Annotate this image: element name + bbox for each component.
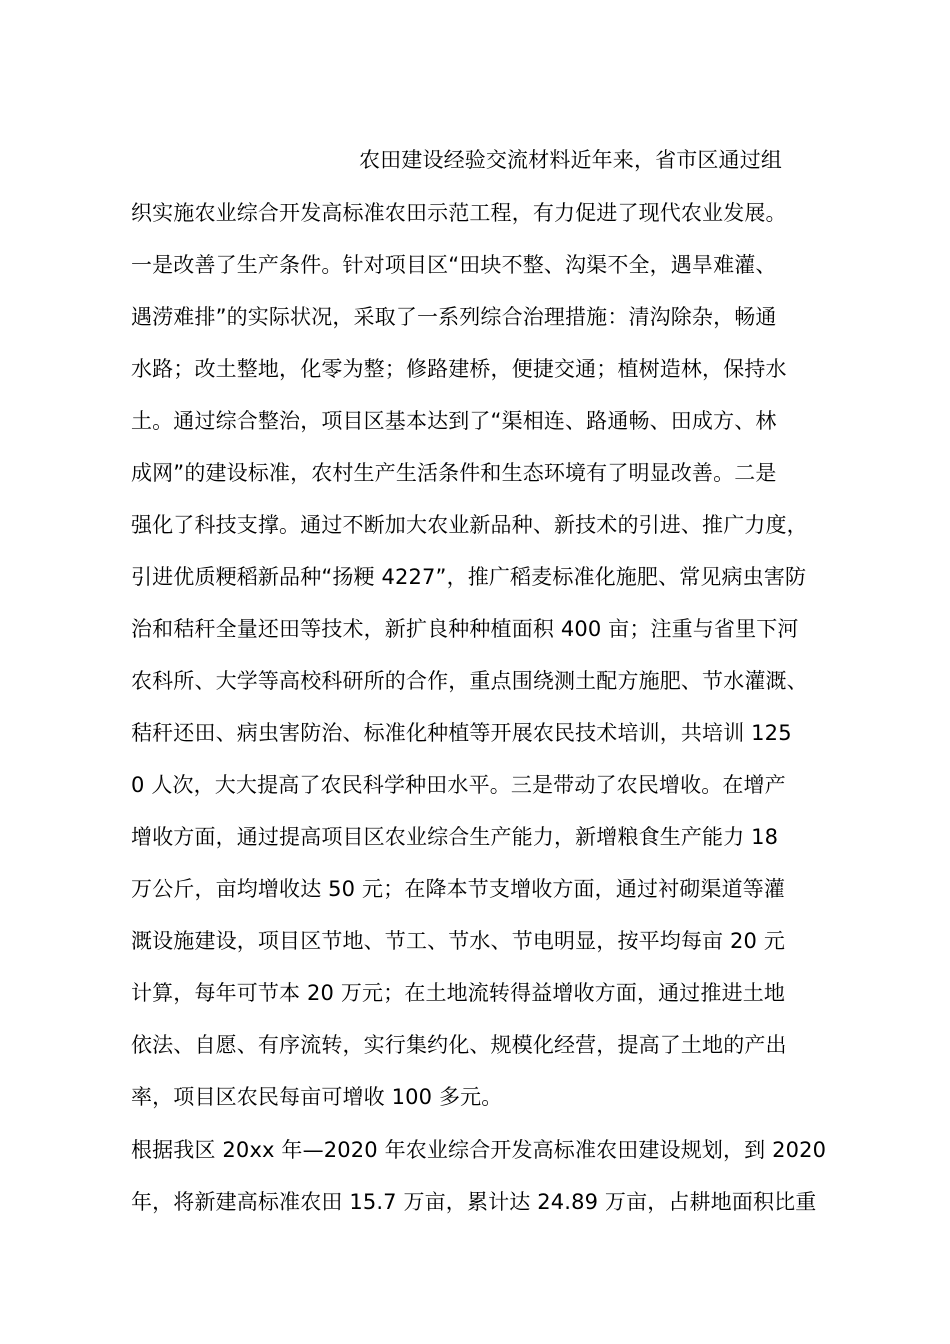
text-line: 农田建设经验交流材料近年来，省市区通过组 <box>359 148 782 172</box>
text-line: 土。通过综合整治，项目区基本达到了“渠相连、路通畅、田成方、林 <box>131 409 777 433</box>
text-line: 年，将新建高标准农田 15.7 万亩，累计达 24.89 万亩，占耕地面积比重 <box>131 1190 817 1214</box>
text-line: 引进优质粳稻新品种“扬粳 4227”，推广稻麦标准化施肥、常见病虫害防 <box>131 565 807 589</box>
text-line: 一是改善了生产条件。针对项目区“田块不整、沟渠不全，遇旱难灌、 <box>131 253 777 277</box>
text-line: 水路；改土整地，化零为整；修路建桥，便捷交通；植树造林，保持水 <box>131 357 787 381</box>
text-line: 织实施农业综合开发高标准农田示范工程，有力促进了现代农业发展。 <box>131 201 787 225</box>
text-line: 计算，每年可节本 20 万元；在土地流转得益增收方面，通过推进土地 <box>131 981 786 1005</box>
text-line: 依法、自愿、有序流转，实行集约化、规模化经营，提高了土地的产出 <box>131 1033 787 1057</box>
text-line: 成网”的建设标准，农村生产生活条件和生态环境有了明显改善。二是 <box>131 461 777 485</box>
text-line: 万公斤，亩均增收达 50 元；在降本节支增收方面，通过衬砌渠道等灌 <box>131 877 786 901</box>
text-line: 0 人次，大大提高了农民科学种田水平。三是带动了农民增收。在增产 <box>131 773 786 797</box>
text-line: 强化了科技支撑。通过不断加大农业新品种、新技术的引进、推广力度， <box>131 513 808 537</box>
text-line: 溉设施建设，项目区节地、节工、节水、节电明显，按平均每亩 20 元 <box>131 929 786 953</box>
text-line: 农科所、大学等高校科研所的合作，重点围绕测土配方施肥、节水灌溉、 <box>131 669 808 693</box>
text-line: 率，项目区农民每亩可增收 100 多元。 <box>131 1085 503 1109</box>
text-line: 根据我区 20xx 年—2020 年农业综合开发高标准农田建设规划，到 2020 <box>131 1138 827 1162</box>
text-line: 增收方面，通过提高项目区农业综合生产能力，新增粮食生产能力 18 <box>131 825 779 849</box>
text-line: 遇涝难排”的实际状况，采取了一系列综合治理措施：清沟除杂，畅通 <box>131 305 777 329</box>
text-line: 治和秸秆全量还田等技术，新扩良种种植面积 400 亩；注重与省里下河 <box>131 617 799 641</box>
text-line: 秸秆还田、病虫害防治、标准化种植等开展农民技术培训，共培训 125 <box>131 721 792 745</box>
